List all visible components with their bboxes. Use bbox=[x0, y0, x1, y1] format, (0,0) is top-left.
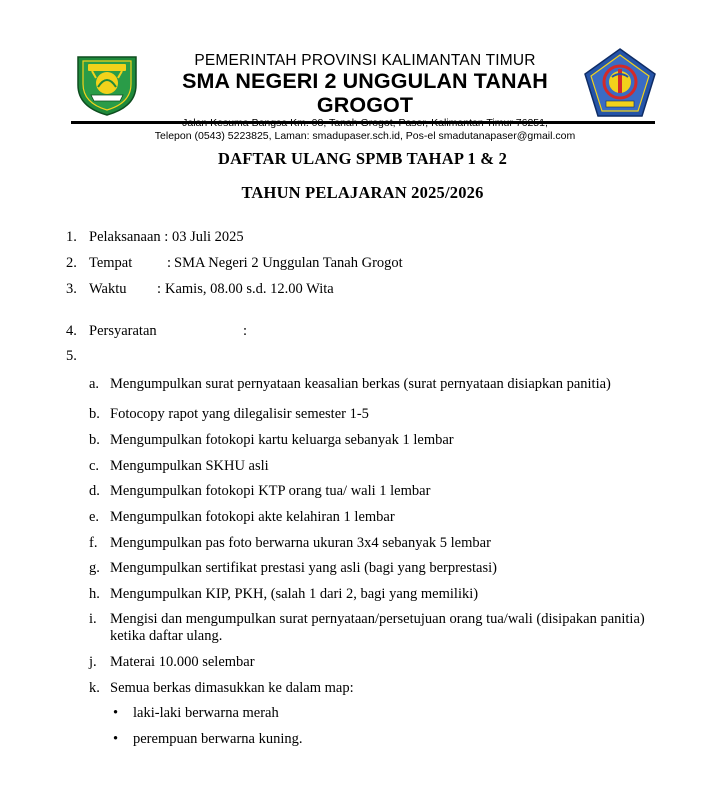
requirement-marker: b. bbox=[89, 406, 100, 422]
document-subtitle: TAHUN PELAJARAN 2025/2026 bbox=[241, 183, 484, 202]
requirement-item: Mengumpulkan SKHU asli bbox=[110, 458, 269, 474]
requirement-item: Semua berkas dimasukkan ke dalam map: bbox=[110, 680, 354, 696]
info-separator: : bbox=[157, 281, 162, 297]
requirement-marker: g. bbox=[89, 560, 100, 576]
letterhead-contact: Telepon (0543) 5223825, Laman: smadupaser.sch.id, Pos-el smadutanapaser@gmail.com bbox=[154, 130, 576, 142]
letterhead-government-name: PEMERINTAH PROVINSI KALIMANTAN TIMUR bbox=[194, 52, 536, 69]
requirement-item: Materai 10.000 selembar bbox=[110, 654, 255, 670]
provincial-crest-logo bbox=[74, 51, 140, 117]
requirement-marker: a. bbox=[89, 376, 100, 392]
requirement-item: Mengumpulkan KIP, PKH, (salah 1 dari 2, bagi yang memiliki) bbox=[110, 586, 479, 602]
requirement-marker: b. bbox=[89, 432, 100, 448]
info-number: 5. bbox=[66, 348, 77, 364]
document-title: DAFTAR ULANG SPMB TAHAP 1 & 2 bbox=[217, 149, 508, 168]
requirement-marker: d. bbox=[89, 483, 100, 499]
requirement-item: Mengisi dan mengumpulkan surat pernyataan/persetujuan orang tua/wali (disipakan panitia) ketika daftar ulang. bbox=[110, 611, 645, 644]
info-label-tempat: Tempat bbox=[89, 255, 133, 271]
requirement-item: Mengumpulkan fotokopi kartu keluarga sebanyak 1 lembar bbox=[110, 432, 454, 448]
info-separator: : bbox=[167, 255, 172, 271]
info-number: 4. bbox=[66, 323, 77, 339]
info-separator: : bbox=[164, 229, 169, 245]
requirement-item: Mengumpulkan fotokopi KTP orang tua/ wali 1 lembar bbox=[110, 483, 431, 499]
bullet-icon: • bbox=[113, 705, 119, 721]
requirement-marker: i. bbox=[89, 611, 97, 627]
info-label: Pelaksanaan bbox=[89, 229, 161, 245]
school-emblem-logo bbox=[582, 47, 658, 119]
requirement-marker: f. bbox=[89, 535, 98, 551]
requirement-marker: j. bbox=[89, 654, 97, 670]
info-value-tempat: SMA Negeri 2 Unggulan Tanah Grogot bbox=[174, 255, 403, 271]
info-label-pelaksanaan bbox=[89, 229, 244, 246]
bullet-icon: • bbox=[113, 731, 119, 747]
letterhead-address bbox=[150, 117, 580, 130]
letterhead-divider bbox=[71, 121, 655, 124]
requirement-marker: e. bbox=[89, 509, 100, 525]
requirement-item: Mengumpulkan fotokopi akte kelahiran 1 lembar bbox=[110, 509, 395, 525]
map-color-item: perempuan berwarna kuning. bbox=[133, 731, 303, 747]
info-number: 2. bbox=[66, 255, 77, 271]
requirement-marker: h. bbox=[89, 586, 100, 602]
requirement-marker: c. bbox=[89, 458, 100, 474]
requirement-item: Mengumpulkan sertifikat prestasi yang asli (bagi yang berprestasi) bbox=[110, 560, 497, 576]
info-label-persyaratan: Persyaratan bbox=[89, 323, 157, 339]
info-value: 03 Juli 2025 bbox=[171, 229, 244, 245]
requirement-marker: k. bbox=[89, 680, 100, 696]
requirement-item: Mengumpulkan pas foto berwarna ukuran 3x4 sebanyak 5 lembar bbox=[110, 535, 491, 551]
letterhead-school-name: SMA NEGERI 2 UNGGULAN TANAH GROGOT bbox=[182, 69, 548, 117]
letterhead bbox=[150, 52, 580, 143]
info-value-waktu: Kamis, 08.00 s.d. 12.00 Wita bbox=[165, 281, 334, 297]
info-number: 1. bbox=[66, 229, 77, 245]
requirement-item: Mengumpulkan surat pernyataan keasalian berkas (surat pernyataan disiapkan panitia) bbox=[110, 376, 611, 392]
info-label-waktu: Waktu bbox=[89, 281, 127, 297]
requirement-item: Fotocopy rapot yang dilegalisir semester 1-5 bbox=[110, 406, 369, 422]
map-color-item: laki-laki berwarna merah bbox=[133, 705, 279, 721]
info-separator: : bbox=[243, 323, 248, 339]
info-number: 3. bbox=[66, 281, 77, 297]
